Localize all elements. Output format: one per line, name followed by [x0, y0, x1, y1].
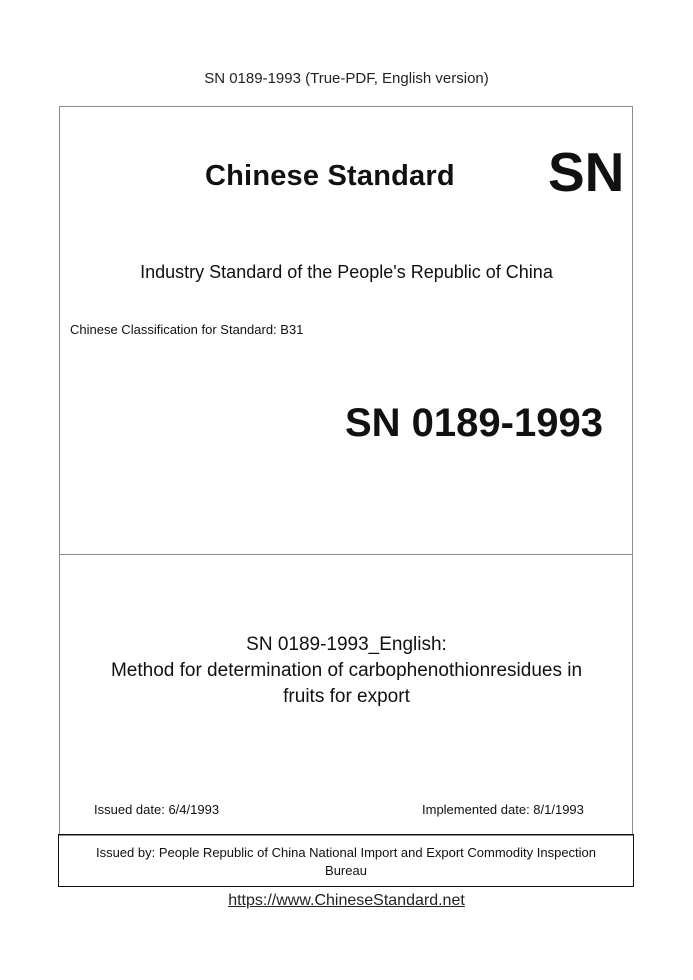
issuer-line: Bureau	[325, 863, 367, 878]
issued-date: Issued date: 6/4/1993	[94, 802, 220, 817]
standard-number: SN 0189-1993	[345, 401, 603, 445]
cover-main-title: Chinese Standard	[205, 160, 455, 192]
document-title-line: SN 0189-1993_English:	[246, 634, 447, 655]
issuer-box	[58, 834, 634, 887]
standard-mark: SN	[548, 141, 625, 203]
document-title-line: fruits for export	[283, 686, 410, 707]
website-link[interactable]: https://www.ChineseStandard.net	[228, 892, 465, 909]
cover-subtitle: Industry Standard of the People's Republic of China	[140, 262, 553, 282]
document-title-line: Method for determination of carbophenothionresidues in	[110, 660, 583, 681]
document-title	[60, 632, 633, 710]
page-header: SN 0189-1993 (True-PDF, English version)	[204, 70, 489, 87]
classification-label: Chinese Classification for Standard: B31	[70, 322, 304, 337]
issuer-line: Issued by: People Republic of China National Import and Export Commodity Inspection	[95, 845, 597, 860]
implemented-date: Implemented date: 8/1/1993	[422, 802, 584, 817]
